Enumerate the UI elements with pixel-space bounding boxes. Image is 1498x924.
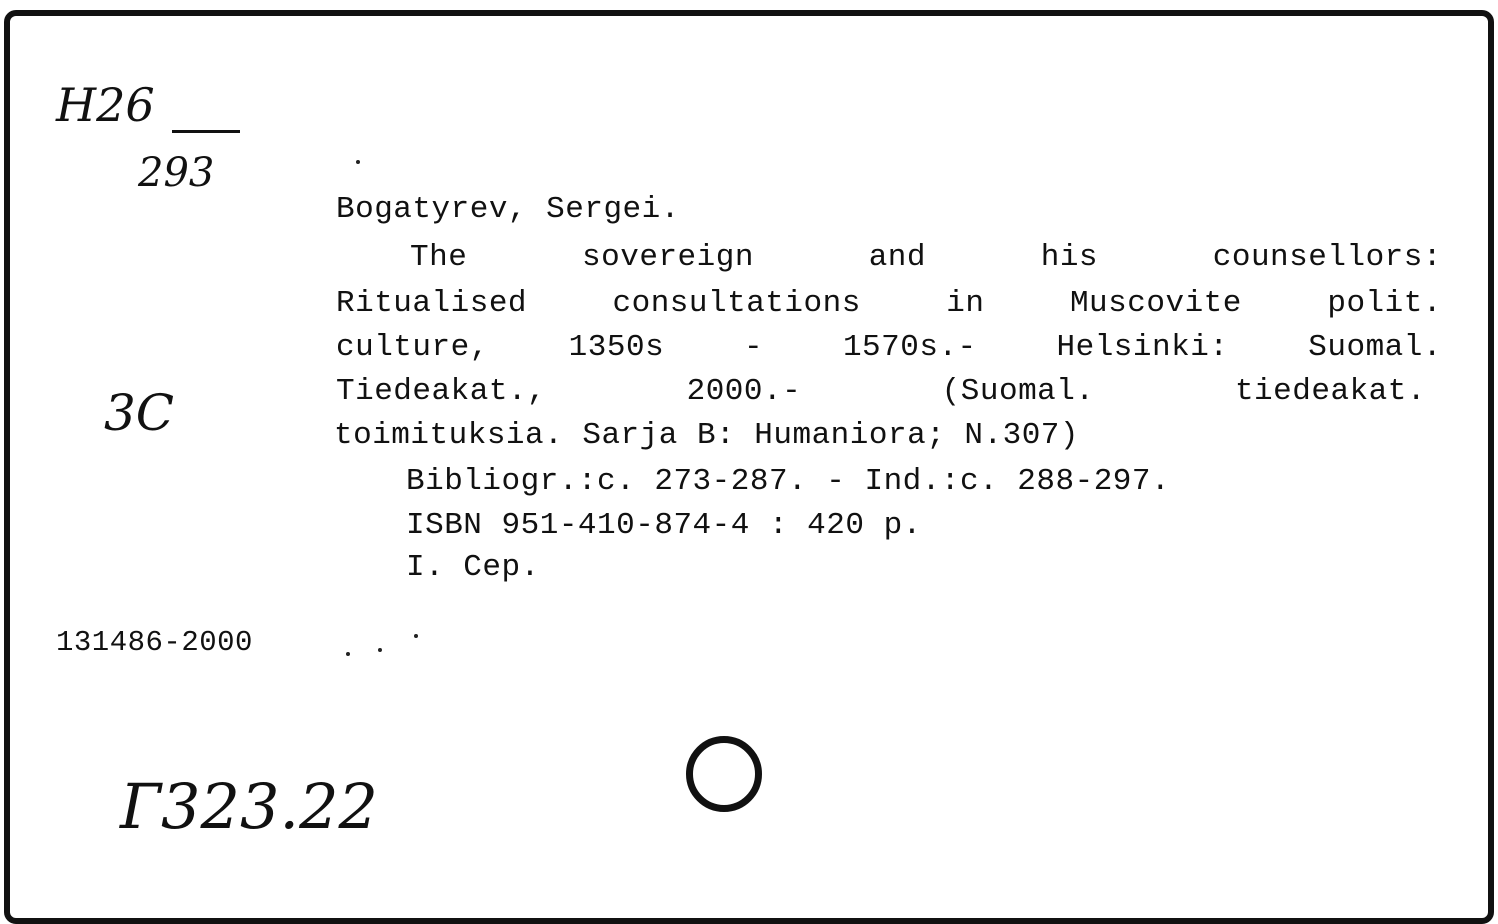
- title-word: Ritualised: [336, 286, 528, 321]
- title-word: Tiedeakat.,: [336, 374, 547, 409]
- title-word: The: [410, 240, 468, 275]
- title-word: 1570s.-: [842, 330, 977, 365]
- scan-speck: [414, 634, 418, 638]
- card-punch-hole: [686, 736, 762, 812]
- title-word: counsellors:: [1212, 240, 1442, 275]
- bibliography-note: Bibliogr.:c. 273-287. - Ind.:c. 288-297.: [406, 464, 1171, 499]
- title-word: 1350s: [568, 330, 665, 365]
- title-word: Helsinki:: [1056, 330, 1229, 365]
- title-word: consultations: [612, 286, 861, 321]
- title-word: sovereign: [582, 240, 754, 275]
- accession-number: 131486-2000: [56, 626, 253, 659]
- series-line: toimituksia. Sarja B: Humaniora; N.307): [334, 418, 1080, 453]
- scan-speck: [346, 652, 350, 656]
- title-line-4: [336, 374, 1426, 409]
- scan-speck: [356, 160, 360, 164]
- title-word: (Suomal.: [941, 374, 1095, 409]
- title-word: Suomal.: [1308, 330, 1442, 365]
- title-line-1: [410, 240, 1442, 275]
- title-word: -: [744, 330, 764, 365]
- added-entry: I. Сер.: [406, 550, 540, 585]
- title-word: culture,: [336, 330, 489, 365]
- title-word: polit.: [1327, 286, 1442, 321]
- isbn-line: ISBN 951-410-874-4 : 420 p.: [406, 508, 922, 543]
- author-heading: Bogatyrev, Sergei.: [336, 192, 680, 227]
- title-word: his: [1040, 240, 1099, 275]
- title-word: tiedeakat.: [1234, 374, 1426, 409]
- title-line-3: [336, 330, 1442, 365]
- title-word: and: [868, 240, 926, 275]
- shelf-mark-bottom: 293: [138, 150, 215, 196]
- class-number: Г323.22: [120, 770, 378, 843]
- title-word: 2000.-: [686, 374, 802, 409]
- title-word: in: [946, 286, 985, 321]
- title-line-2: [336, 286, 1442, 321]
- shelf-mark-top: H26: [56, 78, 155, 132]
- scan-speck: [378, 648, 382, 652]
- handwritten-mark: 3C: [104, 384, 175, 442]
- title-word: Muscovite: [1069, 286, 1242, 321]
- shelf-mark-underline: [172, 130, 240, 133]
